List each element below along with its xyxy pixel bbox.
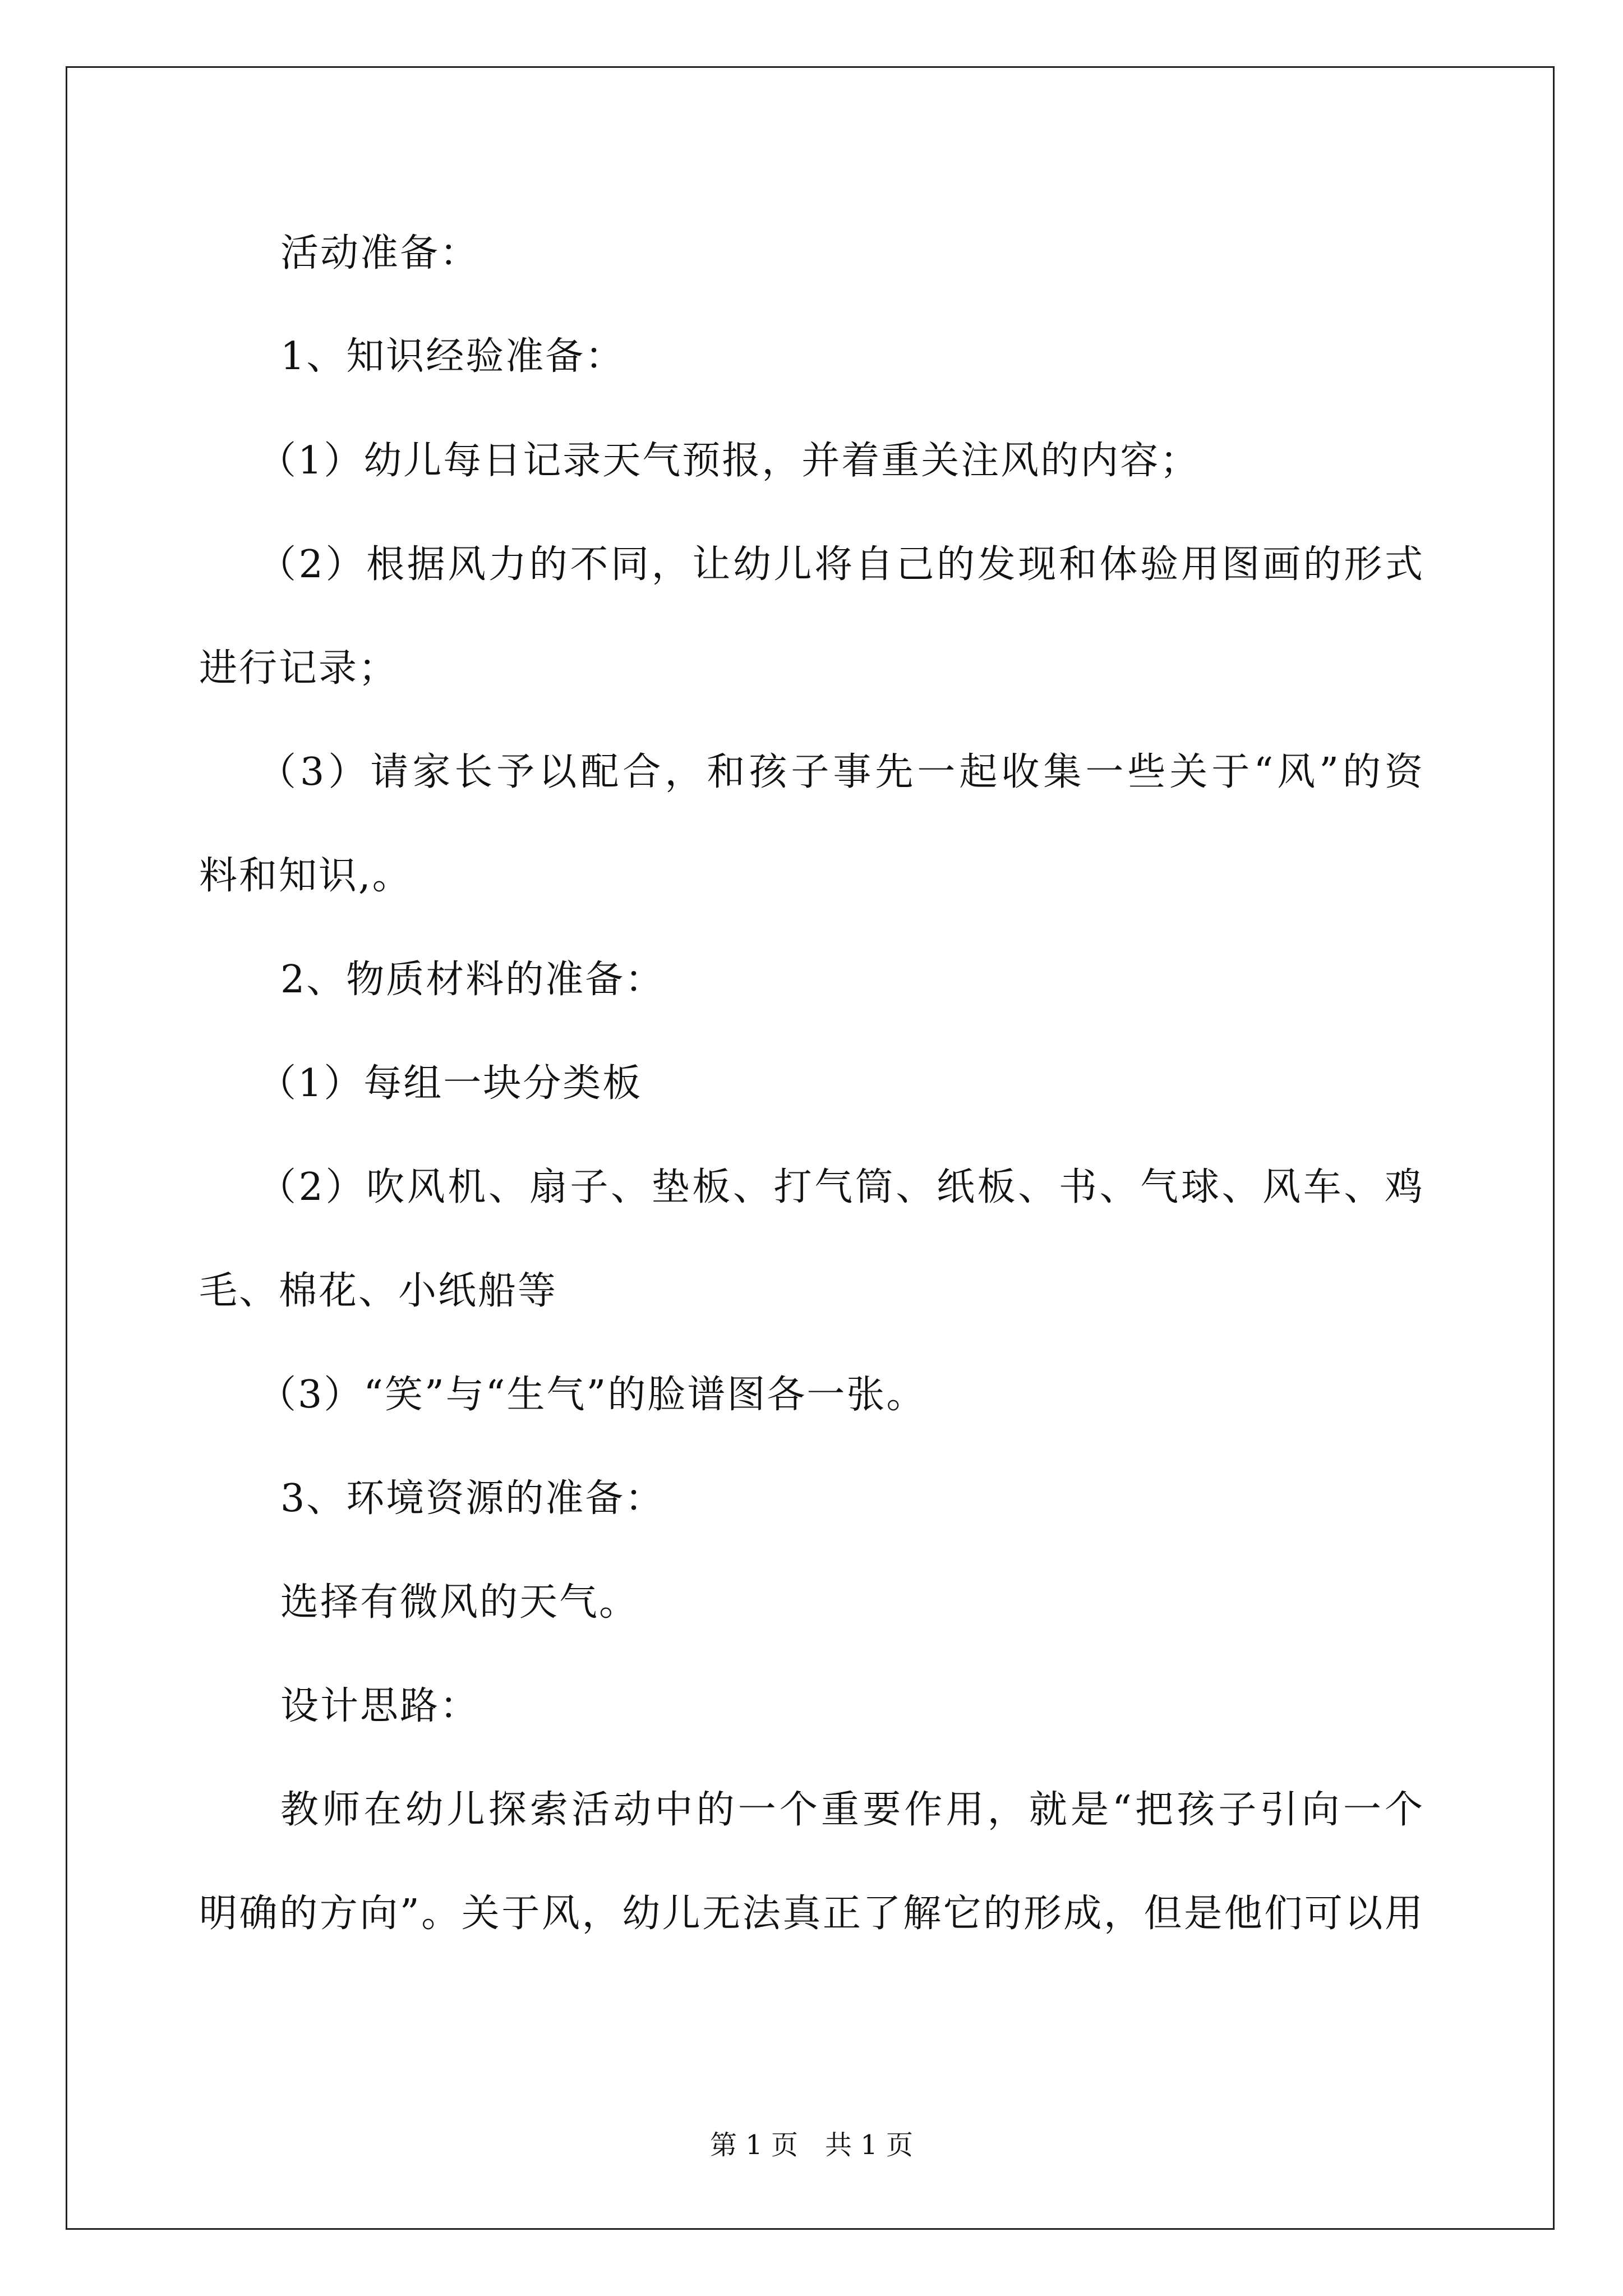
item-wind-drawing: （2）根据风力的不同，让幼儿将自己的发现和体验用图画的形式 bbox=[258, 542, 1424, 587]
heading-activity-prep: 活动准备： bbox=[280, 231, 480, 275]
item-sort-board: （1）每组一块分类板 bbox=[258, 1061, 643, 1106]
item-parent-help-cont: 料和知识,。 bbox=[199, 854, 412, 898]
item-wind-drawing-cont: 进行记录； bbox=[199, 646, 399, 691]
item-weather-record: （1）幼儿每日记录天气预报，并着重关注风的内容； bbox=[258, 439, 1200, 483]
page-number-footer: 第 1 页 共 1 页 bbox=[709, 2129, 914, 2161]
item-tools-list-cont: 毛、棉花、小纸船等 bbox=[199, 1269, 558, 1313]
paragraph-design-line1: 教师在幼儿探索活动中的一个重要作用，就是“把孩子引向一个 bbox=[280, 1788, 1425, 1832]
section-environment-prep: 3、环境资源的准备： bbox=[280, 1476, 665, 1521]
item-face-cards: （3）“笑”与“生气”的脸谱图各一张。 bbox=[258, 1373, 926, 1417]
item-tools-list: （2）吹风机、扇子、垫板、打气筒、纸板、书、气球、风车、鸡 bbox=[258, 1165, 1424, 1209]
heading-design-idea: 设计思路： bbox=[280, 1684, 480, 1728]
section-knowledge-prep: 1、知识经验准备： bbox=[280, 334, 625, 379]
item-breeze-weather: 选择有微风的天气。 bbox=[280, 1580, 639, 1625]
item-parent-help: （3）请家长予以配合，和孩子事先一起收集一些关于“风”的资 bbox=[258, 750, 1424, 794]
section-materials-prep: 2、物质材料的准备： bbox=[280, 958, 665, 1002]
paragraph-design-line2: 明确的方向”。关于风，幼儿无法真正了解它的形成，但是他们可以用 bbox=[199, 1892, 1424, 1936]
